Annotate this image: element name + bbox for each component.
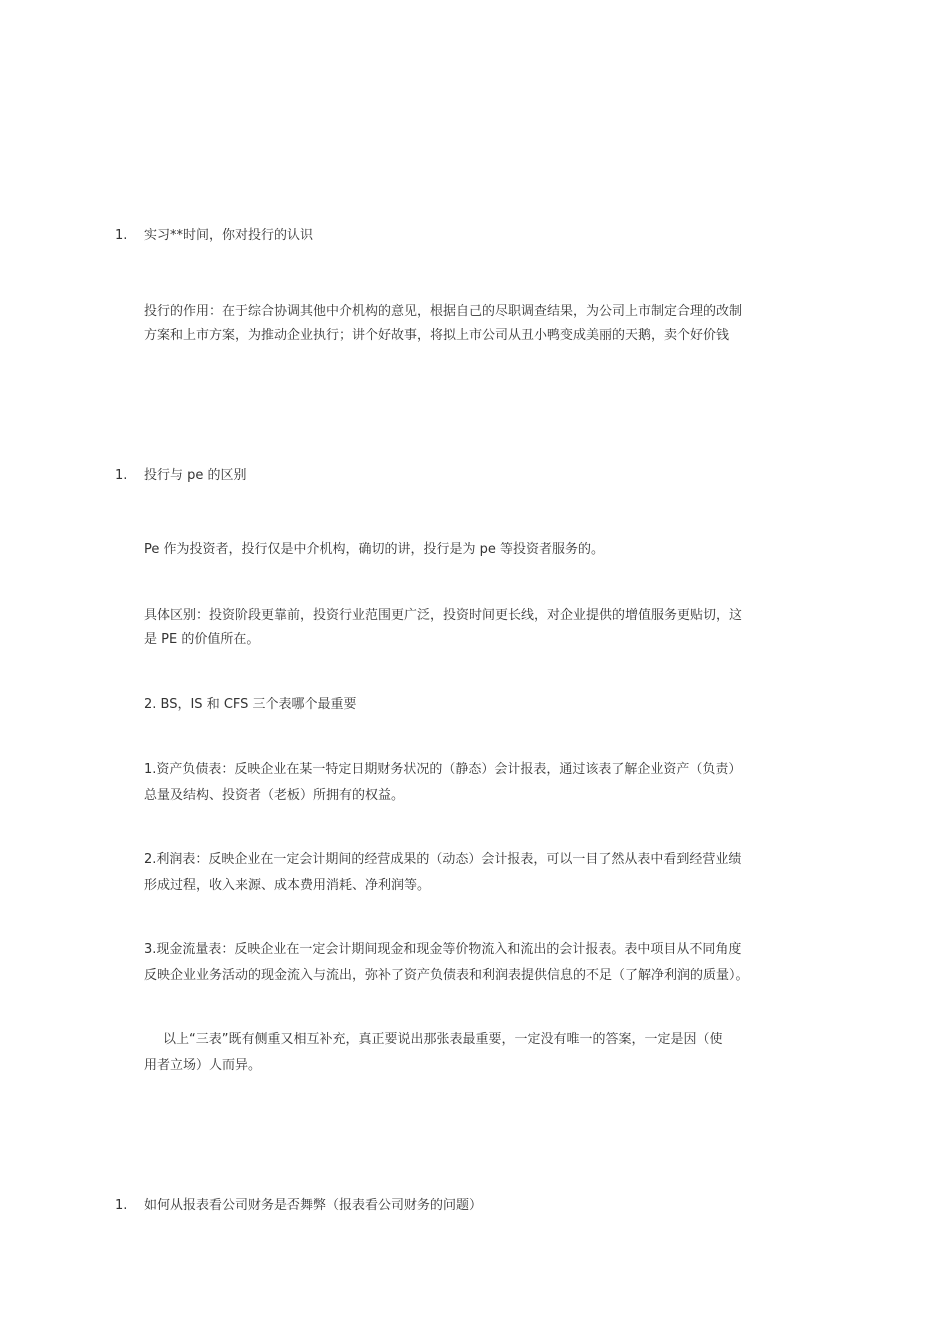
list-number: 1. xyxy=(115,1198,128,1213)
answer-line: 反映企业业务活动的现金流入与流出，弥补了资产负债表和利润表提供信息的不足（了解净利润的质量）。 xyxy=(144,968,749,983)
question-heading: 如何从报表看公司财务是否舞弊（报表看公司财务的问题） xyxy=(144,1198,483,1213)
answer-line: 3.现金流量表：反映企业在一定会计期间现金和现金等价物流入和流出的会计报表。表中项目从不同角度 xyxy=(144,942,742,957)
answer-line: 是 PE 的价值所在。 xyxy=(144,632,260,647)
answer-line: 方案和上市方案，为推动企业执行；讲个好故事，将拟上市公司从丑小鸭变成美丽的天鹅，卖个好价钱 xyxy=(144,328,730,343)
answer-line: 总量及结构、投资者（老板）所拥有的权益。 xyxy=(144,788,405,803)
answer-line: 1.资产负债表：反映企业在某一特定日期财务状况的（静态）会计报表，通过该表了解企业资产（负责） xyxy=(144,762,742,777)
list-number: 1. xyxy=(115,228,128,243)
answer-line: 2.利润表：反映企业在一定会计期间的经营成果的（动态）会计报表，可以一目了然从表中看到经营业绩 xyxy=(144,852,742,867)
answer-line: 以上“三表”既有侧重又相互补充，真正要说出那张表最重要，一定没有唯一的答案，一定是因（使 xyxy=(163,1032,723,1047)
answer-line: 具体区别：投资阶段更靠前，投资行业范围更广泛，投资时间更长线，对企业提供的增值服务更贴切，这 xyxy=(144,608,743,623)
question-heading: 2. BS，IS 和 CFS 三个表哪个最重要 xyxy=(144,697,357,712)
answer-line: 投行的作用：在于综合协调其他中介机构的意见，根据自己的尽职调查结果，为公司上市制定合理的改制 xyxy=(144,304,743,319)
answer-line: 用者立场）人而异。 xyxy=(144,1058,262,1073)
answer-paragraph: Pe 作为投资者，投行仅是中介机构，确切的讲，投行是为 pe 等投资者服务的。 xyxy=(144,542,605,557)
question-heading: 实习**时间，你对投行的认识 xyxy=(144,228,314,243)
question-heading: 投行与 pe 的区别 xyxy=(144,468,247,483)
answer-line: 形成过程，收入来源、成本费用消耗、净利润等。 xyxy=(144,878,431,893)
list-number: 1. xyxy=(115,468,128,483)
